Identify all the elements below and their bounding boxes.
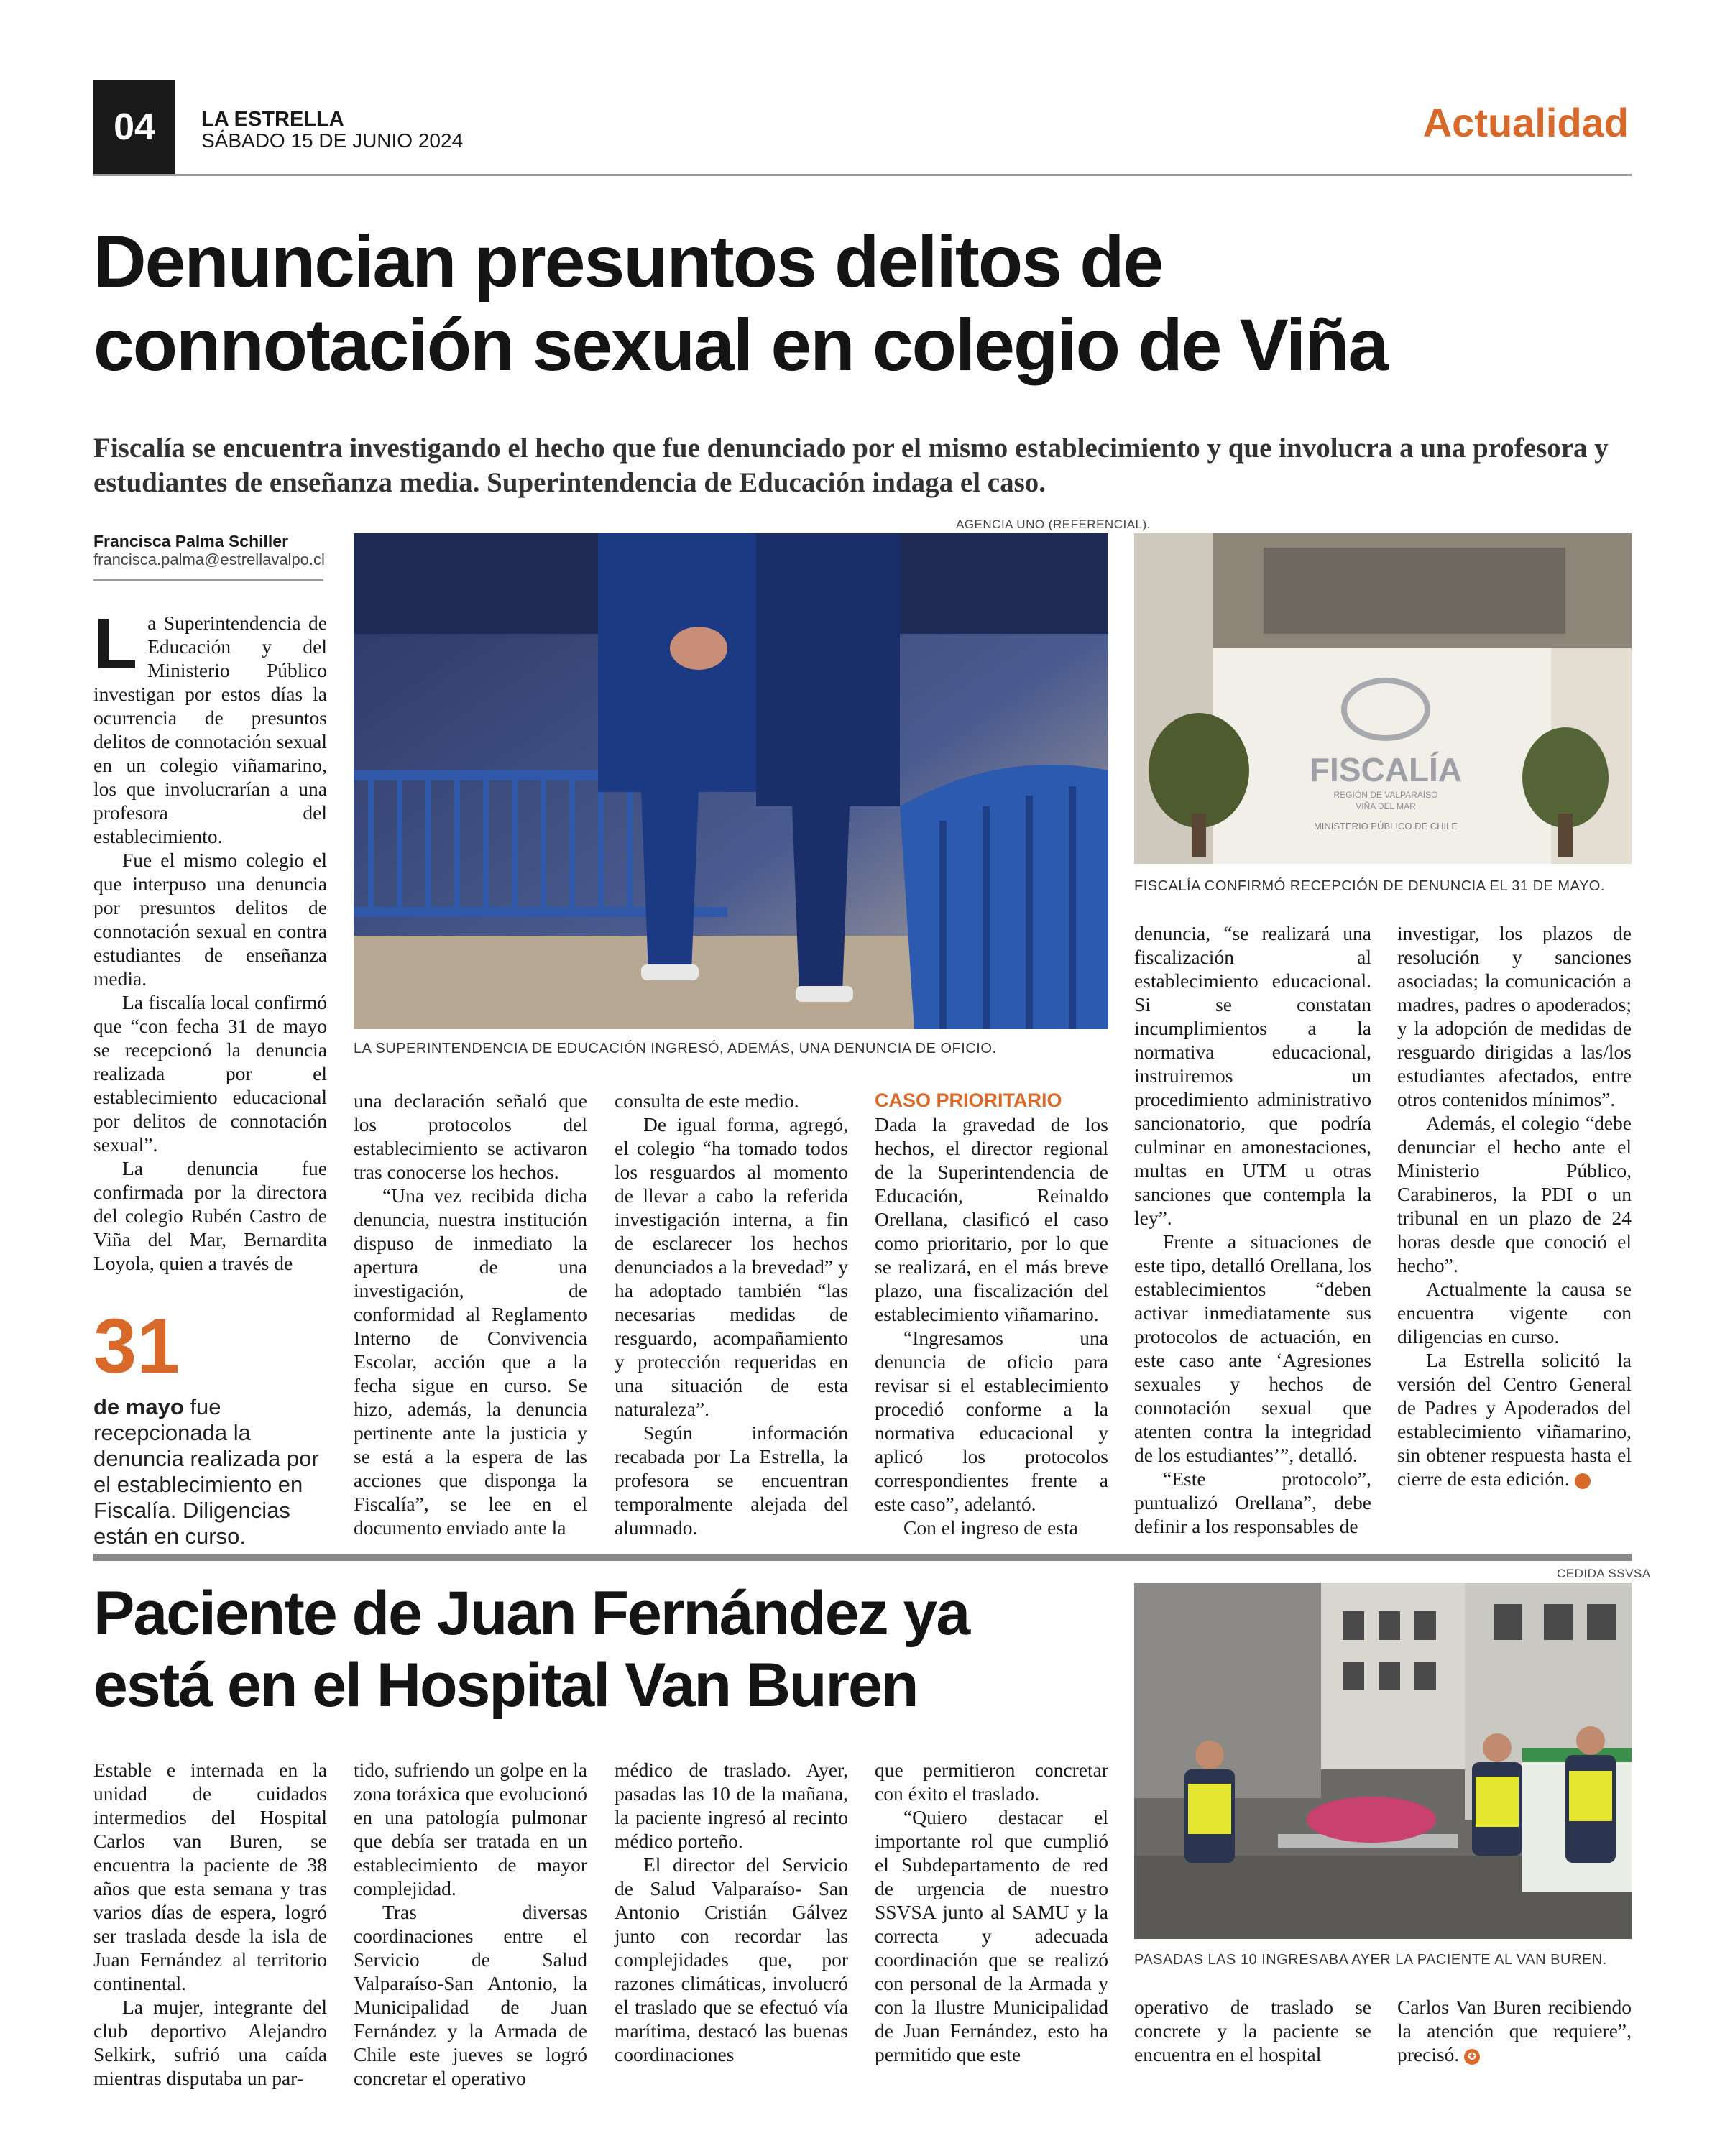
photo1-credit: AGENCIA UNO (REFERENCIAL). bbox=[956, 517, 1151, 531]
author-email: francisca.palma@estrellavalpo.cl bbox=[93, 550, 325, 568]
highlight-text: fue recepcionada la denuncia realizada por el establecimiento en Fiscalía. Diligencias están en curso. bbox=[93, 1394, 319, 1549]
article1-col4-p3: Con el ingreso de esta bbox=[903, 1516, 1078, 1539]
section-label: Actualidad bbox=[1422, 100, 1629, 145]
photo2-sign-sub1: REGIÓN DE VALPARAÍSO bbox=[1333, 790, 1438, 800]
article1-col1-p3: La fiscalía local confirmó que “con fecha 31 de mayo se recepcionó la denuncia realizada por el establecimiento educacional por delitos de connotación sexual”. bbox=[93, 991, 327, 1156]
article2-col2-p1: tido, sufriendo un golpe en la zona toráxica que evolucionó en una patología pulmonar que debía ser tratada en un establecimiento de mayor complejidad. bbox=[354, 1759, 587, 1899]
article1-col6-p4-text: La Estrella solicitó la versión del Centro General de Padres y Apoderados del establecimiento viñamarino, sin obtener respuesta hasta el cierre de esta edición. bbox=[1397, 1349, 1632, 1490]
article1-headline-line1: Denuncian presuntos delitos de bbox=[93, 221, 1163, 303]
article1-col4-p1: Dada la gravedad de los hechos, el director regional de la Superintendencia de Educación, Reinaldo Orellana, clasificó el caso como prioritario, por lo que se realizará, en el más breve plazo, una fiscalización del establecimiento viñamarino. bbox=[875, 1113, 1108, 1325]
article1-column-4 bbox=[875, 1089, 1108, 1539]
article1-column-1 bbox=[93, 604, 327, 1275]
photo3-caption: PASADAS LAS 10 INGRESABA AYER LA PACIENTE AL VAN BUREN. bbox=[1134, 1952, 1607, 1968]
article2-headline-line1: Paciente de Juan Fernández ya bbox=[93, 1579, 970, 1648]
article1-col5-p1: denuncia, “se realizará una fiscalización al establecimiento educacional. Si se constatan incumplimientos a la normativa educacional, instruiremos un procedimiento administrativo sancionatorio, que podría culminar en amonestaciones, multas en UTM u otras sanciones que contempla la ley”. bbox=[1134, 922, 1371, 1229]
article1-col3-p1: consulta de este medio. bbox=[615, 1089, 799, 1112]
photo2-sign: FISCALÍA bbox=[1309, 751, 1463, 788]
article2-headline bbox=[93, 1577, 1100, 1721]
photo1-caption: LA SUPERINTENDENCIA DE EDUCACIÓN INGRESÓ, ADEMÁS, UNA DENUNCIA DE OFICIO. bbox=[354, 1041, 997, 1056]
article2-col1-p2: La mujer, integrante del club deportivo Alejandro Selkirk, sufrió una caída mientras disputaba un par- bbox=[93, 1996, 327, 2089]
article1-col3-p2: De igual forma, agregó, el colegio “ha tomado todos los resguardos al momento de llevar a cabo la referida investigación interna, a fin de esclarecer los hechos denunciados a la brevedad” y ha adoptado también “las necesarias medidas de resguardo, acompañamiento y protección requeridas en una situación de esta naturaleza”. bbox=[615, 1113, 848, 1420]
article2-col5-p1: operativo de traslado se concrete y la paciente se encuentra en el hospital bbox=[1134, 1996, 1371, 2065]
article1-col1-p2: Fue el mismo colegio el que interpuso una denuncia por presuntos delitos de connotación sexual en contra estudiantes de enseñanza media. bbox=[93, 849, 327, 990]
highlight-note bbox=[93, 1394, 331, 1549]
photo-fiscalia-building bbox=[1134, 533, 1632, 864]
article1-column-2 bbox=[354, 1089, 587, 1539]
article1-col3-p3: Según información recabada por La Estrella, la profesora se encuentran temporalmente alejada del alumnado. bbox=[615, 1422, 848, 1539]
article2-col6-p1 bbox=[1397, 1995, 1632, 2066]
subhead-caso-prioritario: CASO PRIORITARIO bbox=[875, 1089, 1062, 1111]
article-divider bbox=[93, 1554, 1632, 1561]
article2-col3-p1: médico de traslado. Ayer, pasadas las 10 de la mañana, la paciente ingresó al recinto médico porteño. bbox=[615, 1759, 848, 1852]
publication-name: LA ESTRELLA bbox=[201, 108, 344, 131]
dropcap: L bbox=[93, 604, 138, 684]
article2-col4-p1: que permitieron concretar con éxito el traslado. bbox=[875, 1759, 1108, 1805]
article1-col5-p3: “Este protocolo”, puntualizó Orellana”, debe definir a los responsables de bbox=[1134, 1468, 1371, 1537]
photo-ambulance-transfer bbox=[1134, 1583, 1632, 1939]
article2-column-5 bbox=[1134, 1995, 1371, 2066]
article1-col5-p2: Frente a situaciones de este tipo, detalló Orellana, los establecimientos “deben activar inmediatamente sus protocolos de actuación, en este caso ante ‘Agresiones sexuales y hechos de connotación sexual que atenten contra la integridad de los estudiantes’”, detalló. bbox=[1134, 1230, 1371, 1466]
article1-col2-p1: una declaración señaló que los protocolos del establecimiento se activaron tras conocerse los hechos. bbox=[354, 1089, 587, 1183]
article2-col6-p1-text: Carlos Van Buren recibiendo la atención que requiere”, precisó. bbox=[1397, 1996, 1632, 2065]
article2-headline-line2: está en el Hospital Van Buren bbox=[93, 1651, 918, 1720]
article2-col3-p2: El director del Servicio de Salud Valparaíso- San Antonio Cristián Gálvez junto con recordar las complejidades que, por razones climáticas, involucró el traslado que se efectuó vía marítima, destacó las buenas coordinaciones bbox=[615, 1853, 848, 2065]
article1-col4-p2: “Ingresamos una denuncia de oficio para revisar si el establecimiento procedió conforme a la normativa educacional y aplicó los protocolos correspondientes frente a este caso”, adelantó. bbox=[875, 1327, 1108, 1515]
article1-col1-p1: a Superintendencia de Educación y del Ministerio Público investigan por estos días la ocurrencia de presuntos delitos de connotación sexual en un colegio viñamarino, los que involucrarían a una profesora del establecimiento. bbox=[93, 612, 327, 847]
article1-col6-p2: Además, el colegio “debe denunciar el hecho ante el Ministerio Público, Carabineros, la PDI o un tribunal en un plazo de 24 horas desde que conoció el hecho”. bbox=[1397, 1112, 1632, 1276]
article2-col4-p2: “Quiero destacar el importante rol que cumplió el Subdepartamento de red de urgencia de nuestro SSVSA junto al SAMU y la correcta y adecuada coordinación que se realizó con personal de la Armada y con la Ilustre Municipalidad de Juan Fernández, esto ha permitido que este bbox=[875, 1806, 1108, 2065]
article1-column-6 bbox=[1397, 921, 1632, 1491]
article2-column-2 bbox=[354, 1758, 587, 2090]
article1-col6-p1: investigar, los plazos de resolución y sanciones asociadas; la comunicación a madres, padres o apoderados; y la adopción de medidas de resguardo dirigidas a las/los estudiantes afectados, entre otros contenidos mínimos”. bbox=[1397, 922, 1632, 1110]
article2-column-6 bbox=[1397, 1995, 1632, 2066]
photo2-illustration bbox=[1134, 533, 1632, 864]
article1-lead-paragraph bbox=[93, 604, 327, 848]
article1-col6-p4 bbox=[1397, 1348, 1632, 1491]
highlight-bold: de mayo bbox=[93, 1394, 184, 1419]
page-number: 04 bbox=[93, 80, 175, 174]
photo2-sign-sub3: MINISTERIO PÚBLICO DE CHILE bbox=[1313, 821, 1458, 831]
photo3-credit: CEDIDA SSVSA bbox=[1557, 1567, 1651, 1580]
article2-column-3 bbox=[615, 1758, 848, 2066]
article2-col2-p2: Tras diversas coordinaciones entre el Servicio de Salud Valparaíso-San Antonio, la Municipalidad de Juan Fernández y la Armada de Chile este jueves se logró concretar el operativo bbox=[354, 1901, 587, 2089]
article1-col6-p3: Actualmente la causa se encuentra vigente con diligencias en curso. bbox=[1397, 1278, 1632, 1348]
article1-column-5 bbox=[1134, 921, 1371, 1538]
highlight-number: 31 bbox=[93, 1302, 180, 1389]
article1-headline-line2: connotación sexual en colegio de Viña bbox=[93, 304, 1388, 386]
article1-col2-p2: “Una vez recibida dicha denuncia, nuestra institución dispuso de inmediato la apertura de una investigación, de conformidad al Reglamento Interno de Convivencia Escolar, acción que a la fecha sigue en curso. Se hizo, además, la denuncia pertinente ante la justicia y se está a la espera de las acciones que disponga la Fiscalía”, se lee en el documento enviado ante la bbox=[354, 1184, 587, 1539]
author-name: Francisca Palma Schiller bbox=[93, 532, 289, 550]
end-of-article-icon: ✪ bbox=[1575, 1473, 1591, 1489]
publication-date: SÁBADO 15 DE JUNIO 2024 bbox=[201, 129, 464, 152]
photo2-caption: FISCALÍA CONFIRMÓ RECEPCIÓN DE DENUNCIA EL 31 DE MAYO. bbox=[1134, 878, 1605, 894]
article1-headline bbox=[93, 220, 1639, 387]
photo2-sign-sub2: VIÑA DEL MAR bbox=[1356, 801, 1416, 811]
article2-col1-p1: Estable e internada en la unidad de cuidados intermedios del Hospital Carlos van Buren, se encuentra la paciente de 38 años que esta semana y tras varios días de espera, logró ser traslada desde la isla de Juan Fernández al territorio continental. bbox=[93, 1759, 327, 1994]
photo3-illustration bbox=[1134, 1583, 1632, 1939]
article2-column-4 bbox=[875, 1758, 1108, 2066]
article1-deck: Fiscalía se encuentra investigando el hecho que fue denunciado por el mismo establecimiento y que involucra a una profesora y estudiantes de enseñanza media. Superintendencia de Educación indaga el caso. bbox=[93, 433, 1609, 498]
article1-col1-p4: La denuncia fue confirmada por la directora del colegio Rubén Castro de Viña del Mar, Bernardita Loyola, quien a través de bbox=[93, 1157, 327, 1274]
article2-column-1 bbox=[93, 1758, 327, 2090]
photo1-illustration bbox=[354, 533, 1108, 1029]
article1-column-3 bbox=[615, 1089, 848, 1539]
end-of-article-icon: ✪ bbox=[1464, 2049, 1480, 2065]
header-rule bbox=[93, 174, 1632, 176]
byline-rule bbox=[93, 579, 323, 581]
photo-students-railing bbox=[354, 533, 1108, 1029]
